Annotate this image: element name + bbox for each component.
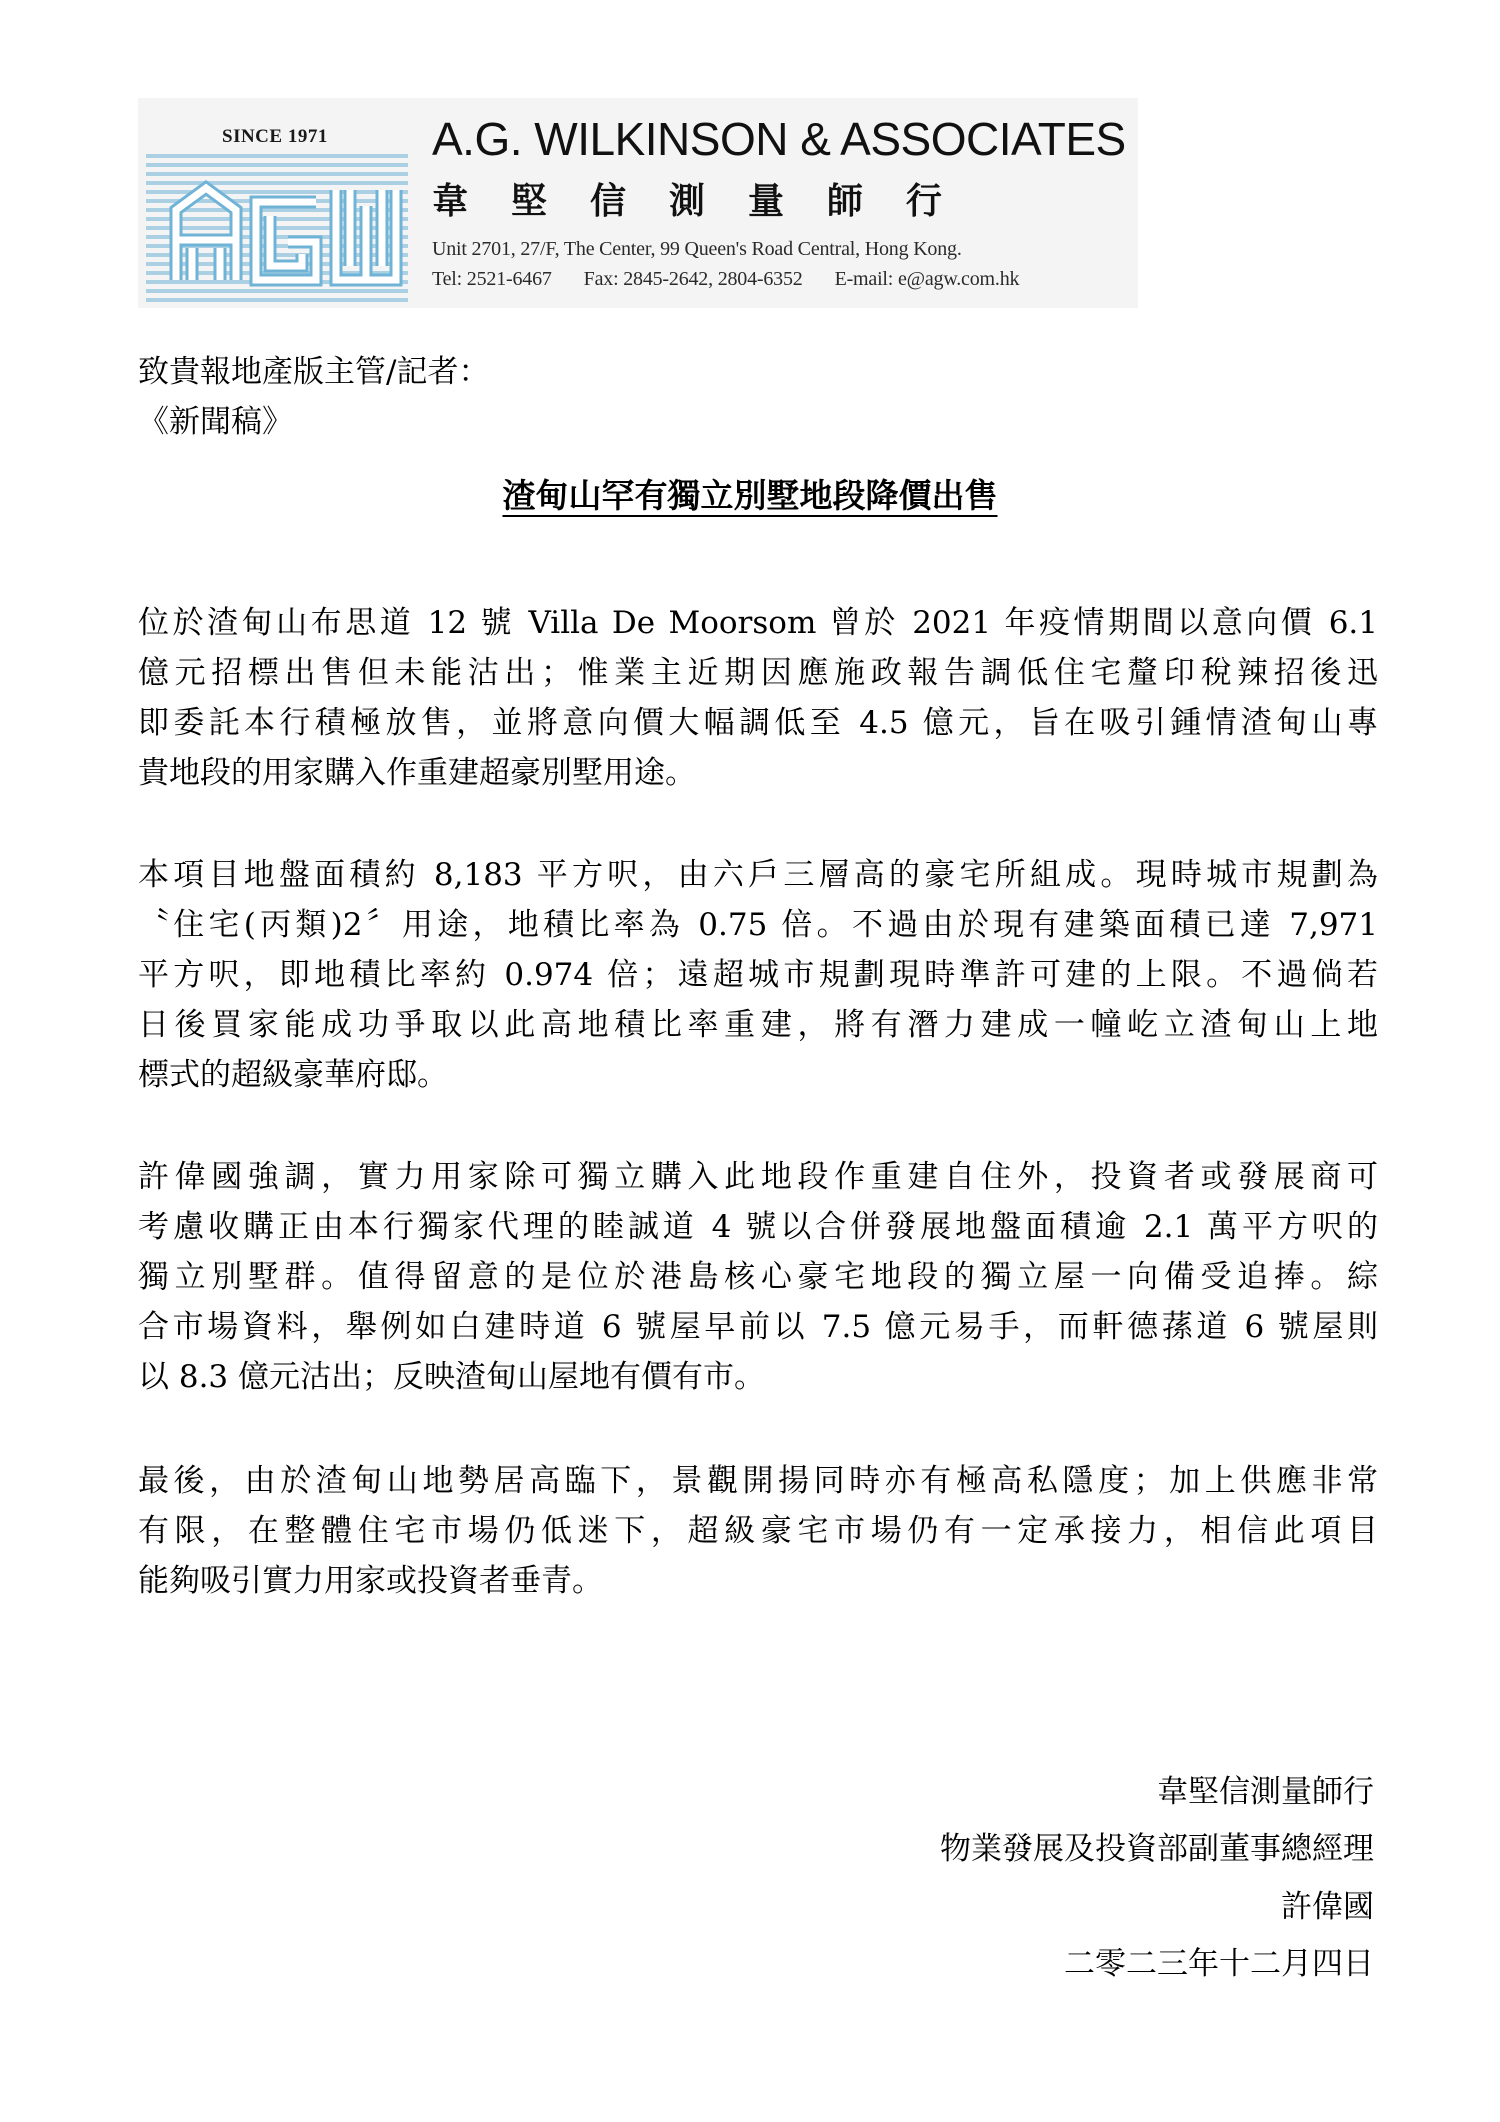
paragraph-line: 標式的超級豪華府邸。 (138, 1057, 448, 1093)
paragraph-line: 貴地段的用家購入作重建超豪別墅用途。 (138, 755, 696, 791)
fax: Fax: 2845-2642, 2804-6352 (583, 268, 803, 290)
signature-date: 二零二三年十二月四日 (1064, 1946, 1374, 1982)
logo-stripe (146, 154, 408, 158)
paragraph-line: 本項目地盤面積約 8,183 平方呎，由六戶三層高的豪宅所組成。現時城市規劃為 (138, 857, 1378, 893)
signature-name: 許偉國 (1281, 1889, 1374, 1925)
paragraph-line: 平方呎，即地積比率約 0.974 倍；遠超城市規劃現時準許可建的上限。不過倘若 (138, 957, 1378, 993)
paragraph-line: 即委託本行積極放售，並將意向價大幅調低至 4.5 億元，旨在吸引鍾情渣甸山專 (138, 705, 1378, 741)
paragraph-4 (138, 1456, 1378, 1606)
paragraph-line: 考慮收購正由本行獨家代理的睦誠道 4 號以合併發展地盤面積逾 2.1 萬平方呎的 (138, 1209, 1378, 1245)
agw-logo (146, 150, 408, 302)
paragraph-line: 以 8.3 億元沽出；反映渣甸山屋地有價有市。 (138, 1359, 766, 1395)
paragraph-line: 最後，由於渣甸山地勢居高臨下，景觀開揚同時亦有極高私隱度；加上供應非常 (138, 1463, 1378, 1499)
paragraph-3 (138, 1152, 1378, 1402)
contact-line (432, 268, 1019, 291)
company-chinese-char: 師 (826, 181, 863, 222)
company-chinese-name (432, 173, 942, 224)
company-chinese-char: 堅 (510, 181, 547, 222)
paragraph-line: 億元招標出售但未能沽出；惟業主近期因應施政報告調低住宅釐印稅辣招後迅 (138, 655, 1378, 691)
paragraph-line: 日後買家能成功爭取以此高地積比率重建，將有潛力建成一幢屹立渣甸山上地 (138, 1007, 1378, 1043)
logo-stripe (146, 172, 408, 176)
signature-company: 韋堅信測量師行 (1157, 1774, 1374, 1810)
paragraph-line: 〝住宅(丙類)2〞用途，地積比率為 0.75 倍。不過由於現有建築面積已達 7,971 (138, 907, 1378, 943)
company-chinese-char: 測 (668, 181, 705, 222)
telephone: Tel: 2521-6467 (432, 268, 552, 290)
logo-stripe (146, 163, 408, 167)
paragraph-line: 合市場資料，舉例如白建時道 6 號屋早前以 7.5 億元易手，而軒德蓀道 6 號屋則 (138, 1309, 1378, 1345)
paragraph-line: 能夠吸引實力用家或投資者垂青。 (138, 1563, 603, 1599)
company-chinese-char: 量 (747, 181, 784, 222)
logo-stripe (146, 190, 408, 194)
signature-title: 物業發展及投資部副董事總經理 (940, 1831, 1374, 1867)
company-chinese-char: 信 (589, 181, 626, 222)
paragraph-1 (138, 598, 1378, 798)
salutation: 致貴報地產版主管/記者： (138, 354, 490, 390)
logo-stripe (146, 298, 408, 302)
logo-stripe (146, 181, 408, 185)
paragraph-line: 許偉國強調，實力用家除可獨立購入此地段作重建自住外，投資者或發展商可 (138, 1159, 1378, 1195)
paragraph-line: 獨立別墅群。值得留意的是位於港島核心豪宅地段的獨立屋一向備受追捧。綜 (138, 1259, 1378, 1295)
since-text: SINCE 1971 (222, 126, 328, 147)
letterhead (138, 98, 1138, 308)
email: E-mail: e@agw.com.hk (834, 268, 1020, 290)
company-address: Unit 2701, 27/F, The Center, 99 Queen's Road Central, Hong Kong. (432, 238, 962, 260)
company-name: A.G. WILKINSON & ASSOCIATES (432, 113, 1126, 165)
paragraph-2 (138, 850, 1378, 1100)
headline: 渣甸山罕有獨立別墅地段降價出售 (502, 476, 998, 515)
press-release-tag: 《新聞稿》 (138, 404, 293, 440)
paragraph-line: 位於渣甸山布思道 12 號 Villa De Moorsom 曾於 2021 年疫情期間以意向價 6.1 (138, 605, 1378, 641)
company-chinese-char: 韋 (432, 181, 469, 222)
paragraph-line: 有限，在整體住宅市場仍低迷下，超級豪宅市場仍有一定承接力，相信此項目 (138, 1513, 1378, 1549)
company-chinese-char: 行 (905, 181, 942, 222)
logo-stripe (146, 289, 408, 293)
